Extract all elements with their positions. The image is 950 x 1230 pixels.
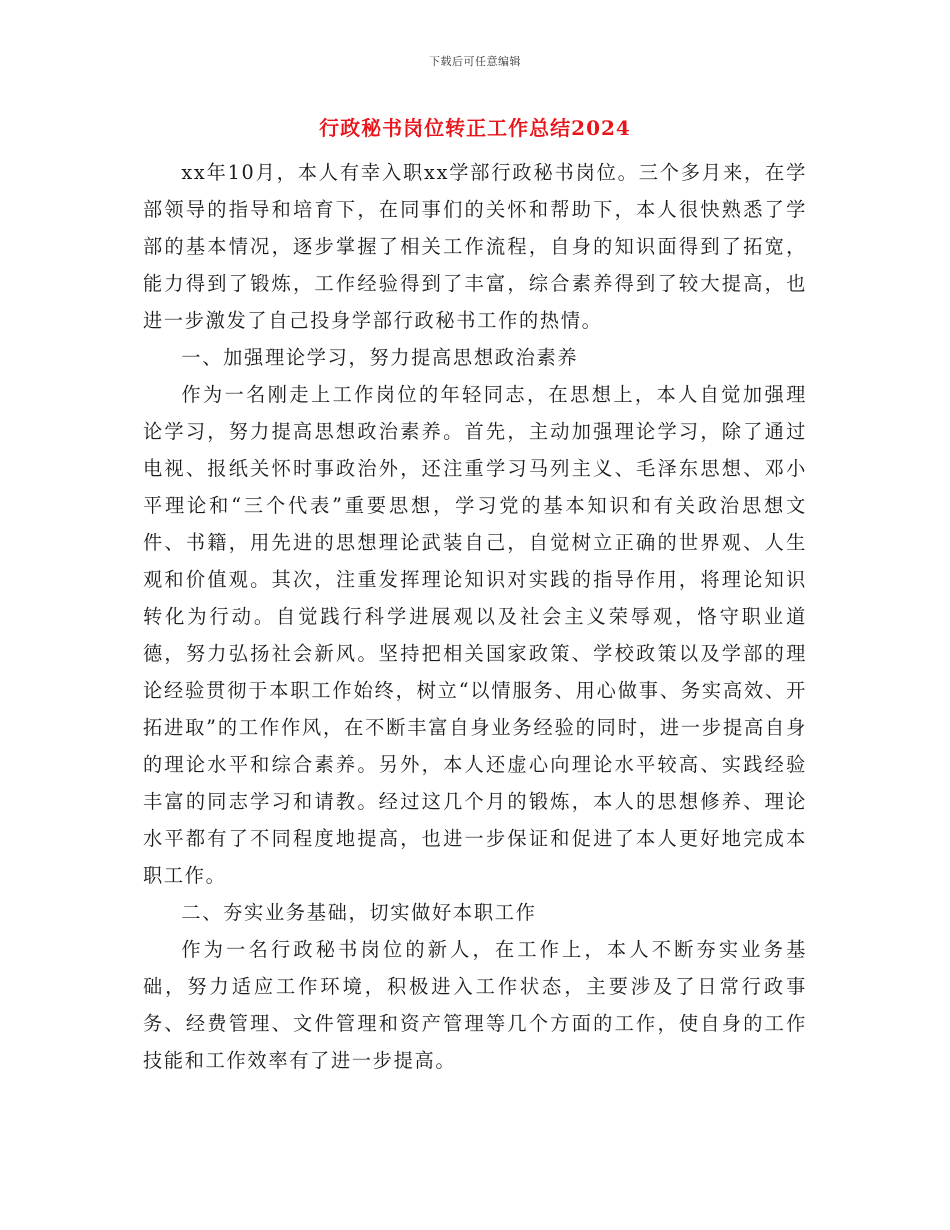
section-heading-2: 二、夯实业务基础，切实做好本职工作: [181, 901, 537, 924]
paragraph-section-2: 作为一名行政秘书岗位的新人，在工作上，本人不断夯实业务基础，努力适应工作环境，积极进入工作状态，主要涉及了日常行政事务、经费管理、文件管理和资产管理等几个方面的工作，使自身的工作技能和工作效率有了进一步提高。: [143, 938, 807, 1072]
document-title: 行政秘书岗位转正工作总结2024: [319, 116, 631, 140]
section-heading-1: 一、加强理论学习，努力提高思想政治素养: [181, 346, 579, 369]
paragraph-intro: xx年10月，本人有幸入职xx学部行政秘书岗位。三个多月来，在学部领导的指导和培育下，在同事们的关怀和帮助下，本人很快熟悉了学部的基本情况，逐步掌握了相关工作流程，自身的知识面得到了拓宽，能力得到了锻炼，工作经验得到了丰富，综合素养得到了较大提高，也进一步激发了自己投身学部行政秘书工作的热情。: [143, 161, 807, 332]
header-note: 下载后可任意编辑: [429, 55, 521, 68]
document-body: [143, 154, 807, 1079]
paragraph-section-1: 作为一名刚走上工作岗位的年轻同志，在思想上，本人自觉加强理论学习，努力提高思想政治素养。首先，主动加强理论学习，除了通过电视、报纸关怀时事政治外，还注重学习马列主义、毛泽东思想、邓小平理论和“三个代表”重要思想，学习党的基本知识和有关政治思想文件、书籍，用先进的思想理论武装自己，自觉树立正确的世界观、人生观和价值观。其次，注重发挥理论知识对实践的指导作用，将理论知识转化为行动。自觉践行科学进展观以及社会主义荣辱观，恪守职业道德，努力弘扬社会新风。坚持把相关国家政策、学校政策以及学部的理论经验贯彻于本职工作始终，树立“以情服务、用心做事、务实高效、开拓进取”的工作作风，在不断丰富自身业务经验的同时，进一步提高自身的理论水平和综合素养。另外，本人还虚心向理论水平较高、实践经验丰富的同志学习和请教。经过这几个月的锻炼，本人的思想修养、理论水平都有了不同程度地提高，也进一步保证和促进了本人更好地完成本职工作。: [143, 383, 807, 887]
